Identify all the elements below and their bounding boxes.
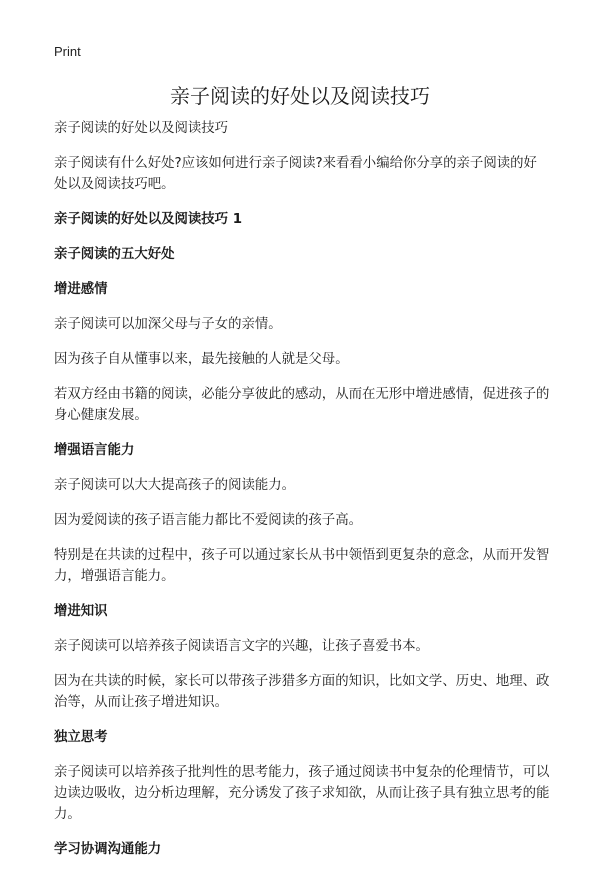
paragraph: 因为在共读的时候，家长可以带孩子涉猎多方面的知识，比如文学、历史、地理、政治等，从而让孩子增进知识。 — [54, 674, 550, 710]
paragraph: 若双方经由书籍的阅读，必能分享彼此的感动，从而在无形中增进感情，促进孩子的身心健康发展。 — [54, 387, 550, 423]
document-body — [54, 118, 550, 874]
section-heading: 亲子阅读的五大好处 — [54, 247, 175, 262]
paragraph: 亲子阅读可以培养孩子阅读语言文字的兴趣，让孩子喜爱书本。 — [54, 639, 429, 654]
print-link[interactable]: Print — [54, 44, 81, 59]
paragraph: 亲子阅读有什么好处?应该如何进行亲子阅读?来看看小编给你分享的亲子阅读的好处以及阅读技巧吧。 — [54, 156, 537, 192]
paragraph: 亲子阅读的好处以及阅读技巧 — [54, 121, 229, 136]
paragraph: 因为孩子自从懂事以来，最先接触的人就是父母。 — [54, 352, 349, 367]
page-title: 亲子阅读的好处以及阅读技巧 — [170, 84, 430, 108]
section-heading: 学习协调沟通能力 — [54, 842, 162, 857]
section-heading: 独立思考 — [54, 730, 108, 745]
paragraph: 亲子阅读可以培养孩子批判性的思考能力，孩子通过阅读书中复杂的伦理情节，可以边读边吸收，边分析边理解，充分诱发了孩子求知欲，从而让孩子具有独立思考的能力。 — [54, 765, 550, 822]
paragraph: 因为爱阅读的孩子语言能力都比不爱阅读的孩子高。 — [54, 513, 362, 528]
paragraph: 特别是在共读的过程中，孩子可以通过家长从书中领悟到更复杂的意念，从而开发智力，增强语言能力。 — [54, 548, 550, 584]
paragraph: 亲子阅读可以加深父母与子女的亲情。 — [54, 317, 282, 332]
section-heading: 增进感情 — [54, 282, 108, 297]
section-heading: 增强语言能力 — [54, 443, 135, 458]
section-heading: 增进知识 — [54, 604, 108, 619]
section-heading: 亲子阅读的好处以及阅读技巧 1 — [54, 212, 243, 227]
paragraph: 亲子阅读可以大大提高孩子的阅读能力。 — [54, 478, 296, 493]
